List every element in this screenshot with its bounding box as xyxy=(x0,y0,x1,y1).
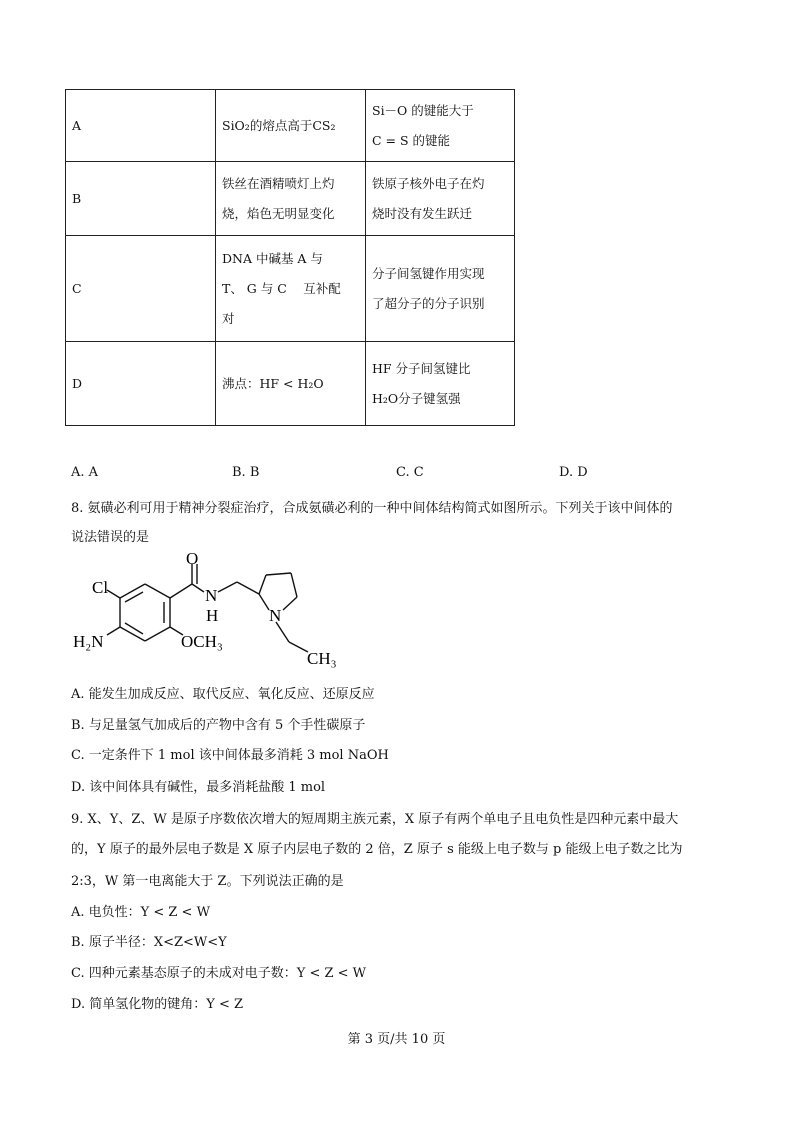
cell-line: SiO₂的熔点高于CS₂ xyxy=(222,117,336,133)
cell-line: 铁丝在酒精喷灯上灼 xyxy=(222,175,335,191)
q9-stem-line2: 的，Y 原子的最外层电子数是 X 原子内层电子数的 2 倍，Z 原子 s 能级上电子数与 p 能级上电子数之比为 xyxy=(71,842,683,857)
answer-b: B. B xyxy=(232,465,260,480)
chemical-structure xyxy=(65,550,355,675)
q9-option-a: A. 电负性：Y < Z < W xyxy=(71,905,210,920)
option-row xyxy=(66,162,515,236)
label-ch3: CH₃ xyxy=(307,649,337,668)
page-footer: 第 3 页/共 10 页 xyxy=(347,1032,446,1047)
cell-line: 了超分子的分子识别 xyxy=(372,295,485,311)
phenomenon-cell xyxy=(216,162,366,236)
option-label: A xyxy=(66,90,216,162)
label-o: O xyxy=(186,550,199,568)
q9-option-b: B. 原子半径：X<Z<W<Y xyxy=(71,935,227,950)
explanation-cell xyxy=(366,162,515,236)
phenomenon-cell xyxy=(216,342,366,426)
q8-option-c: C. 一定条件下 1 mol 该中间体最多消耗 3 mol NaOH xyxy=(71,748,389,763)
option-row xyxy=(66,90,515,162)
phenomenon-cell xyxy=(216,236,366,342)
option-label: D xyxy=(66,342,216,426)
cell-line: 烧，焰色无明显变化 xyxy=(222,205,335,221)
q8-option-a: A. 能发生加成反应、取代反应、氧化反应、还原反应 xyxy=(71,687,375,702)
label-nh2: H₂N xyxy=(73,632,104,651)
q9-stem-line3: 2:3，W 第一电离能大于 Z。下列说法正确的是 xyxy=(71,874,344,889)
q8-stem-line1: 8. 氨磺必利可用于精神分裂症治疗，合成氨磺必利的一种中间体结构简式如图所示。下列关于该中间体的 xyxy=(71,501,673,516)
label-och3: OCH₃ xyxy=(181,632,223,651)
cell-line: T、 G 与 C 互补配 xyxy=(222,280,341,296)
cell-line: HF 分子间氢键比 xyxy=(372,360,471,376)
cell-line: 铁原子核外电子在灼 xyxy=(372,175,485,191)
q9-stem-line1: 9. X、Y、Z、W 是原子序数依次增大的短周期主族元素，X 原子有两个单电子且电负性是四种元素中最大 xyxy=(71,812,679,827)
label-n-amide: N xyxy=(205,586,218,605)
answer-a: A. A xyxy=(71,465,99,480)
answer-c: C. C xyxy=(396,465,424,480)
label-h: H xyxy=(206,606,219,625)
option-label: B xyxy=(66,162,216,236)
explanation-cell xyxy=(366,342,515,426)
cell-line: 对 xyxy=(222,310,235,326)
option-row xyxy=(66,236,515,342)
answer-d: D. D xyxy=(559,465,588,480)
cell-line: 沸点：HF < H₂O xyxy=(222,375,324,391)
option-table xyxy=(65,89,515,426)
label-cl: Cl xyxy=(92,578,109,597)
explanation-cell xyxy=(366,236,515,342)
option-label: C xyxy=(66,236,216,342)
cell-line: H₂O分子键氢强 xyxy=(372,390,461,406)
q8-stem-line2: 说法错误的是 xyxy=(71,530,150,545)
cell-line: Si－O 的键能大于 xyxy=(372,102,474,118)
q8-option-d: D. 该中间体具有碱性，最多消耗盐酸 1 mol xyxy=(71,780,326,795)
cell-line: 烧时没有发生跃迁 xyxy=(372,205,473,221)
option-row xyxy=(66,342,515,426)
q9-option-d: D. 简单氢化物的键角：Y < Z xyxy=(71,997,243,1012)
q8-option-b: B. 与足量氢气加成后的产物中含有 5 个手性碳原子 xyxy=(71,718,366,733)
phenomenon-cell xyxy=(216,90,366,162)
cell-line: 分子间氢键作用实现 xyxy=(372,265,485,281)
q9-option-c: C. 四种元素基态原子的未成对电子数：Y < Z < W xyxy=(71,966,367,981)
explanation-cell xyxy=(366,90,515,162)
label-n-ring: N xyxy=(269,606,282,625)
cell-line: C = S 的键能 xyxy=(372,132,451,148)
cell-line: DNA 中碱基 A 与 xyxy=(222,250,323,266)
